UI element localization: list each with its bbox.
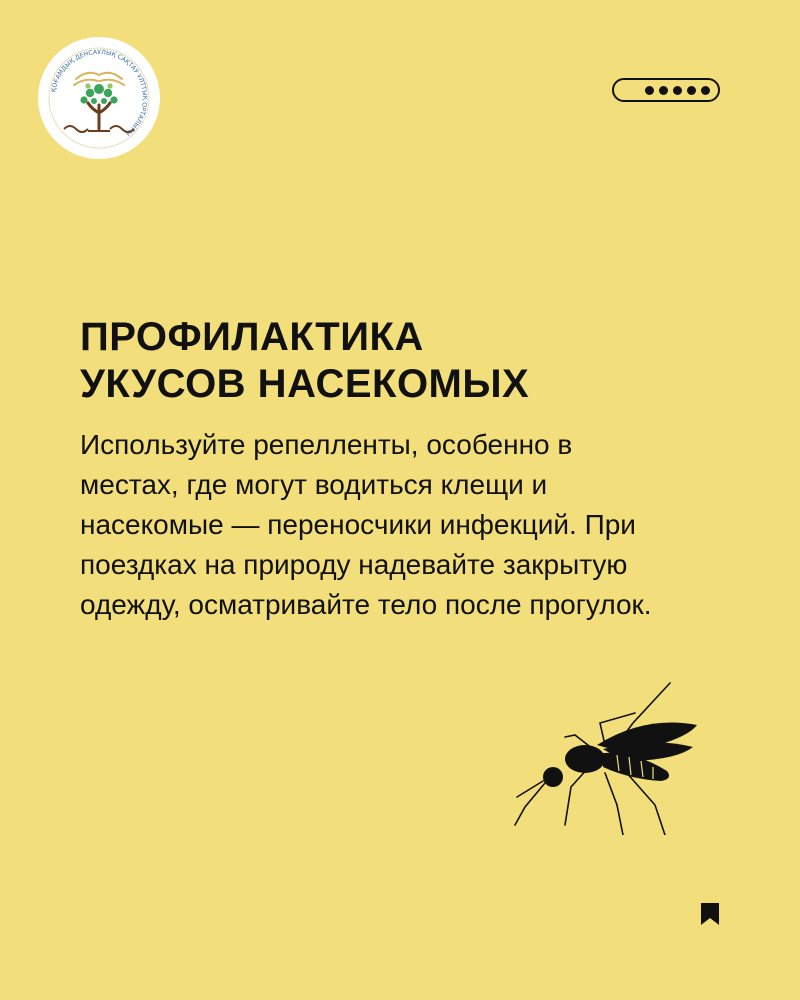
paragraph-line: насекомые — переносчики инфекций. При — [80, 509, 636, 540]
pager-dot — [673, 86, 682, 95]
slide-pager — [612, 78, 720, 102]
paragraph-line: местах, где могут водиться клещи и — [80, 469, 548, 500]
paragraph-line: одежду, осматривайте тело после прогулок. — [80, 589, 652, 620]
title-line: ПРОФИЛАКТИКА — [80, 315, 424, 359]
page-title — [80, 314, 740, 408]
pager-dot — [645, 86, 654, 95]
mosquito-icon — [505, 675, 705, 835]
title-line: УКУСОВ НАСЕКОМЫХ — [80, 362, 530, 406]
pager-dot — [701, 86, 710, 95]
logo-ring-text: ҚОҒАМДЫҚ ДЕНСАУЛЫҚ САҚТАУ ҰЛТТЫҚ ОРТАЛЫҒЫ — [50, 48, 149, 137]
advice-paragraph — [80, 425, 760, 625]
pager-dot — [659, 86, 668, 95]
pager-dot — [687, 86, 696, 95]
tree-emblem-logo-icon — [38, 37, 160, 159]
paragraph-line: поездках на природу надевайте закрытую — [80, 549, 628, 580]
bookmark-icon[interactable] — [700, 902, 720, 926]
organization-logo — [38, 37, 160, 159]
paragraph-line: Используйте репелленты, особенно в — [80, 429, 573, 460]
mosquito-illustration — [505, 675, 705, 835]
